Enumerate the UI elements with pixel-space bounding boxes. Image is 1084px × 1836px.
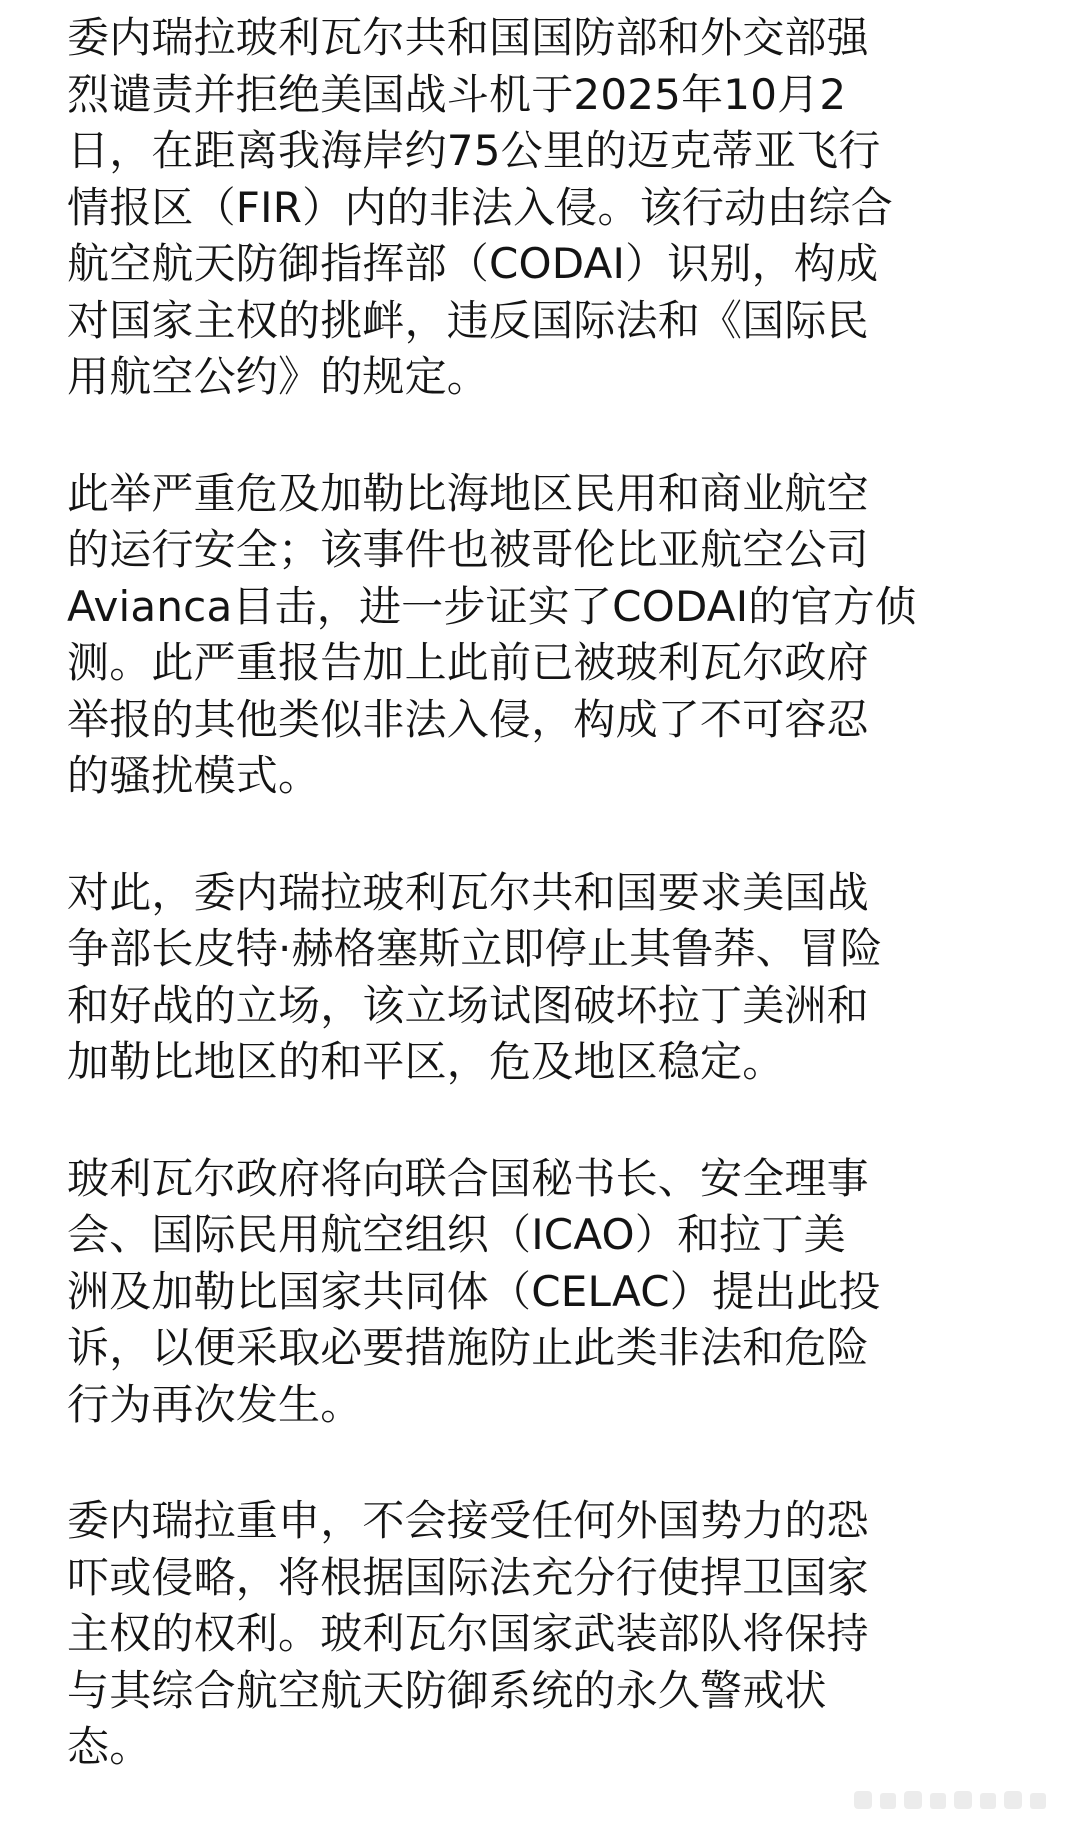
text-line: 加勒比地区的和平区，危及地区稳定。 [67, 1037, 785, 1086]
text-line: 与其综合航空航天防御系统的永久警戒状 [67, 1665, 827, 1715]
paragraph-3 [67, 865, 1007, 1091]
text-line: 争部长皮特·赫格塞斯立即停止其鲁莽、冒险 [67, 924, 883, 973]
text-line: 诉，以便采取必要措施防止此类非法和危险 [67, 1323, 869, 1372]
text-line: 态。 [67, 1722, 152, 1771]
paragraph-2 [67, 466, 1007, 805]
text-line: 情报区（FIR）内的非法入侵。该行动由综合 [67, 182, 893, 232]
text-line: 举报的其他类似非法入侵，构成了不可容忍 [67, 694, 869, 744]
text-line: 委内瑞拉玻利瓦尔共和国国防部和外交部强 [67, 13, 869, 62]
text-line: 对此，委内瑞拉玻利瓦尔共和国要求美国战 [67, 867, 869, 917]
paragraph-4 [67, 1151, 1007, 1434]
watermark-logo-icon [854, 1785, 1064, 1815]
text-line: 日，在距离我海岸约75公里的迈克蒂亚飞行 [67, 126, 881, 175]
text-line: 此举严重危及加勒比海地区民用和商业航空 [67, 468, 869, 518]
text-line: 委内瑞拉重申，不会接受任何外国势力的恐 [67, 1496, 869, 1545]
paragraph-5 [67, 1493, 1007, 1776]
text-line: 航空航天防御指挥部（CODAI）识别，构成 [67, 239, 879, 288]
text-line: 测。此严重报告加上此前已被玻利瓦尔政府 [67, 638, 869, 687]
text-line: 对国家主权的挑衅，违反国际法和《国际民 [67, 295, 869, 345]
text-line: 行为再次发生。 [67, 1379, 363, 1429]
article-body [67, 10, 1007, 1836]
text-line: 洲及加勒比国家共同体（CELAC）提出此投 [67, 1266, 881, 1316]
text-line: Avianca目击，进一步证实了CODAI的官方侦 [67, 581, 918, 631]
text-line: 烈谴责并拒绝美国战斗机于2025年10月2 [67, 69, 847, 119]
text-line: 会、国际民用航空组织（ICAO）和拉丁美 [67, 1210, 846, 1259]
text-line: 和好战的立场，该立场试图破坏拉丁美洲和 [67, 980, 869, 1030]
text-line: 的骚扰模式。 [67, 751, 321, 800]
text-line: 玻利瓦尔政府将向联合国秘书长、安全理事 [67, 1153, 869, 1203]
paragraph-1 [67, 10, 1007, 406]
text-line: 用航空公约》的规定。 [67, 352, 490, 401]
text-line: 主权的权利。玻利瓦尔国家武装部队将保持 [67, 1609, 869, 1658]
text-line: 吓或侵略，将根据国际法充分行使捍卫国家 [67, 1552, 869, 1602]
text-line: 的运行安全；该事件也被哥伦比亚航空公司 [67, 525, 869, 574]
